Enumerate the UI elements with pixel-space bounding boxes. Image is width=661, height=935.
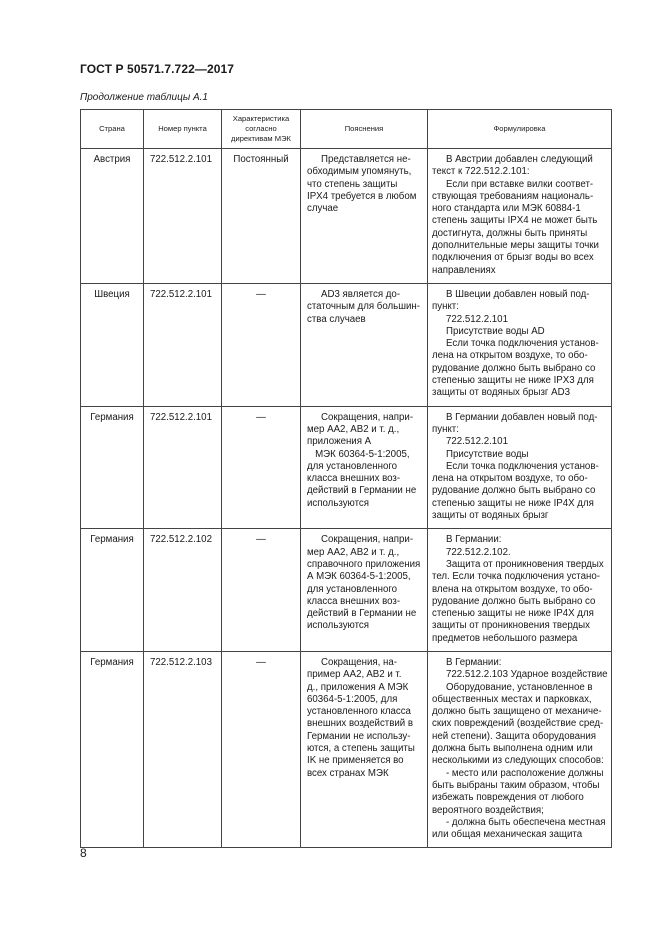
explanation-line: класса внешних воз- bbox=[307, 595, 401, 607]
wording-line: В Германии: bbox=[446, 534, 502, 546]
cell-characteristic: — bbox=[222, 406, 301, 529]
wording-line: достигнута, должны быть приняты bbox=[432, 227, 588, 239]
wording-line: В Австрии добавлен следующий bbox=[446, 154, 593, 165]
cell-item-number: 722.512.2.103 bbox=[144, 651, 222, 847]
explanation-line: А МЭК 60364-5-1:2005, bbox=[307, 571, 411, 583]
wording-line: защиты от проникновения твердых bbox=[432, 620, 590, 632]
wording-line: Присутствие воды bbox=[446, 448, 529, 460]
explanation-line: AD3 является до- bbox=[321, 288, 401, 300]
wording-line: рудование должно быть выбрано со bbox=[432, 595, 596, 607]
header-country: Страна bbox=[81, 110, 144, 149]
cell-explanation bbox=[301, 406, 428, 529]
wording-line: степенью защиты не ниже IP4X для bbox=[432, 608, 594, 620]
wording-line: направлениях bbox=[432, 264, 496, 276]
wording-line: пункт: bbox=[432, 301, 459, 313]
wording-line: степень защиты IPX4 не может быть bbox=[432, 215, 598, 227]
cell-item-number: 722.512.2.101 bbox=[144, 283, 222, 406]
explanation-line: ются, а степень защиты bbox=[307, 743, 415, 755]
explanation-line: внешних воздействий в bbox=[307, 718, 414, 730]
wording-line: тел. Если точка подключения устано- bbox=[432, 571, 600, 583]
cell-characteristic: Постоянный bbox=[222, 149, 301, 284]
wording-line: быть выбраны таким образом, чтобы bbox=[432, 779, 600, 791]
table-row bbox=[81, 651, 612, 847]
wording-line: В Швеции добавлен новый под- bbox=[446, 288, 590, 300]
wording-line: несколькими из следующих способов: bbox=[432, 755, 604, 767]
header-characteristic: Характеристика согласно директивам МЭК bbox=[222, 110, 301, 149]
wording-line: должна быть выполнена одним или bbox=[432, 743, 593, 755]
table-body bbox=[81, 149, 612, 848]
wording-line: рудование должно быть выбрано со bbox=[432, 485, 596, 497]
explanation-line: используются bbox=[307, 620, 370, 632]
wording-line: ских повреждений (воздействие сред- bbox=[432, 718, 604, 730]
cell-explanation bbox=[301, 283, 428, 406]
explanation-line: пример AA2, AB2 и т. bbox=[307, 669, 402, 681]
wording-line: 722.512.2.103 Ударное воздействие bbox=[446, 669, 608, 681]
wording-line: 722.512.2.102. bbox=[446, 546, 511, 558]
table-header-row bbox=[81, 110, 612, 149]
cell-country: Германия bbox=[81, 651, 144, 847]
cell-characteristic: — bbox=[222, 283, 301, 406]
explanation-line: МЭК 60364-5-1:2005, bbox=[307, 448, 410, 460]
cell-country: Австрия bbox=[81, 149, 144, 284]
page-number: 8 bbox=[80, 846, 87, 860]
wording-line: лена на открытом воздухе, то обо- bbox=[432, 473, 588, 485]
cell-country: Германия bbox=[81, 406, 144, 529]
explanation-line: используются bbox=[307, 497, 370, 509]
explanation-line: д., приложения А МЭК bbox=[307, 681, 409, 693]
cell-wording bbox=[428, 149, 612, 284]
header-explanations: Пояснения bbox=[301, 110, 428, 149]
table-row bbox=[81, 529, 612, 652]
wording-line: защиты от водяных брызг AD3 bbox=[432, 387, 570, 399]
explanation-line: статочным для большин- bbox=[307, 301, 420, 313]
cell-wording bbox=[428, 651, 612, 847]
wording-line: защиты от водяных брызг bbox=[432, 510, 549, 522]
document-standard-header: ГОСТ Р 50571.7.722—2017 bbox=[80, 62, 235, 76]
explanation-line: Сокращения, напри- bbox=[321, 411, 414, 423]
cell-item-number: 722.512.2.102 bbox=[144, 529, 222, 652]
wording-line: подключения от брызг воды во всех bbox=[432, 252, 594, 264]
table-row bbox=[81, 149, 612, 284]
wording-line: избежать повреждения от любого bbox=[432, 792, 584, 804]
explanation-line: для установленного bbox=[307, 583, 398, 595]
cell-characteristic: — bbox=[222, 529, 301, 652]
wording-line: Если при вставке вилки соответ- bbox=[446, 178, 594, 190]
explanation-line: действий в Германии не bbox=[307, 485, 417, 497]
wording-line: В Германии: bbox=[446, 656, 502, 668]
wording-line: рудование должно быть выбрано со bbox=[432, 362, 596, 374]
wording-line: пункт: bbox=[432, 423, 459, 435]
explanation-line: Представляется не- bbox=[321, 154, 411, 165]
wording-line: общественных местах и парковках, bbox=[432, 693, 592, 705]
wording-line: предметов небольшого размера bbox=[432, 632, 578, 644]
cell-item-number: 722.512.2.101 bbox=[144, 149, 222, 284]
cell-item-number: 722.512.2.101 bbox=[144, 406, 222, 529]
explanation-line: IPX4 требуется в любом bbox=[307, 190, 417, 202]
cell-characteristic: — bbox=[222, 651, 301, 847]
explanation-line: IK не применяется во bbox=[307, 755, 404, 767]
explanation-line: установленного класса bbox=[307, 706, 411, 718]
cell-country: Швеция bbox=[81, 283, 144, 406]
wording-line: Если точка подключения установ- bbox=[446, 460, 599, 472]
explanation-line: 60364-5-1:2005, для bbox=[307, 693, 398, 705]
wording-line: ствующая требованиям националь- bbox=[432, 190, 594, 202]
wording-line: 722.512.2.101 bbox=[446, 436, 508, 448]
explanation-line: ства случаев bbox=[307, 313, 366, 325]
wording-line: - место или расположение должны bbox=[446, 767, 604, 779]
cell-country: Германия bbox=[81, 529, 144, 652]
cell-explanation bbox=[301, 149, 428, 284]
wording-line: Присутствие воды AD bbox=[446, 325, 545, 337]
explanation-line: Сокращения, напри- bbox=[321, 534, 414, 546]
wording-line: - должна быть обеспечена местная bbox=[446, 816, 606, 828]
explanation-line: действий в Германии не bbox=[307, 608, 417, 620]
table-caption: Продолжение таблицы А.1 bbox=[80, 92, 208, 103]
table-row bbox=[81, 283, 612, 406]
wording-line: текст к 722.512.2.101: bbox=[432, 166, 530, 178]
wording-line: лена на открытом воздухе, то обо- bbox=[432, 350, 588, 362]
explanation-line: случае bbox=[307, 203, 339, 215]
wording-line: Защита от проникновения твердых bbox=[446, 558, 604, 570]
cell-wording bbox=[428, 529, 612, 652]
wording-line: вероятного воздействия; bbox=[432, 804, 544, 816]
cell-wording bbox=[428, 406, 612, 529]
cell-explanation bbox=[301, 651, 428, 847]
explanation-line: Сокращения, на- bbox=[321, 656, 398, 668]
explanation-line: обходимым упомянуть, bbox=[307, 166, 412, 178]
wording-line: степенью защиты не ниже IPX3 для bbox=[432, 375, 594, 387]
explanation-line: Германии не использу- bbox=[307, 730, 411, 742]
wording-line: влена на открытом воздухе, то обо- bbox=[432, 583, 593, 595]
explanation-line: класса внешних воз- bbox=[307, 473, 401, 485]
cell-wording bbox=[428, 283, 612, 406]
wording-line: дополнительные меры защиты точки bbox=[432, 240, 599, 252]
explanation-line: справочного приложения bbox=[307, 558, 421, 570]
header-item-number: Номер пункта bbox=[144, 110, 222, 149]
wording-line: Если точка подключения установ- bbox=[446, 338, 599, 350]
header-wording: Формулировка bbox=[428, 110, 612, 149]
wording-line: ней степени). Защита оборудования bbox=[432, 730, 597, 742]
requirements-table bbox=[80, 109, 612, 848]
wording-line: 722.512.2.101 bbox=[446, 313, 508, 325]
wording-line: Оборудование, установленное в bbox=[446, 681, 593, 693]
explanation-line: приложения А bbox=[307, 436, 372, 448]
wording-line: ного стандарта или МЭК 60884-1 bbox=[432, 203, 581, 215]
wording-line: или общая механическая защита bbox=[432, 829, 583, 841]
wording-line: должно быть защищено от механиче- bbox=[432, 706, 602, 718]
table-row bbox=[81, 406, 612, 529]
wording-line: степенью защиты не ниже IP4X для bbox=[432, 497, 594, 509]
wording-line: В Германии добавлен новый под- bbox=[446, 411, 598, 423]
cell-explanation bbox=[301, 529, 428, 652]
explanation-line: всех странах МЭК bbox=[307, 767, 389, 779]
explanation-line: для установленного bbox=[307, 460, 398, 472]
explanation-line: что степень защиты bbox=[307, 178, 398, 190]
explanation-line: мер AA2, AB2 и т. д., bbox=[307, 423, 400, 435]
explanation-line: мер AA2, AB2 и т. д., bbox=[307, 546, 400, 558]
